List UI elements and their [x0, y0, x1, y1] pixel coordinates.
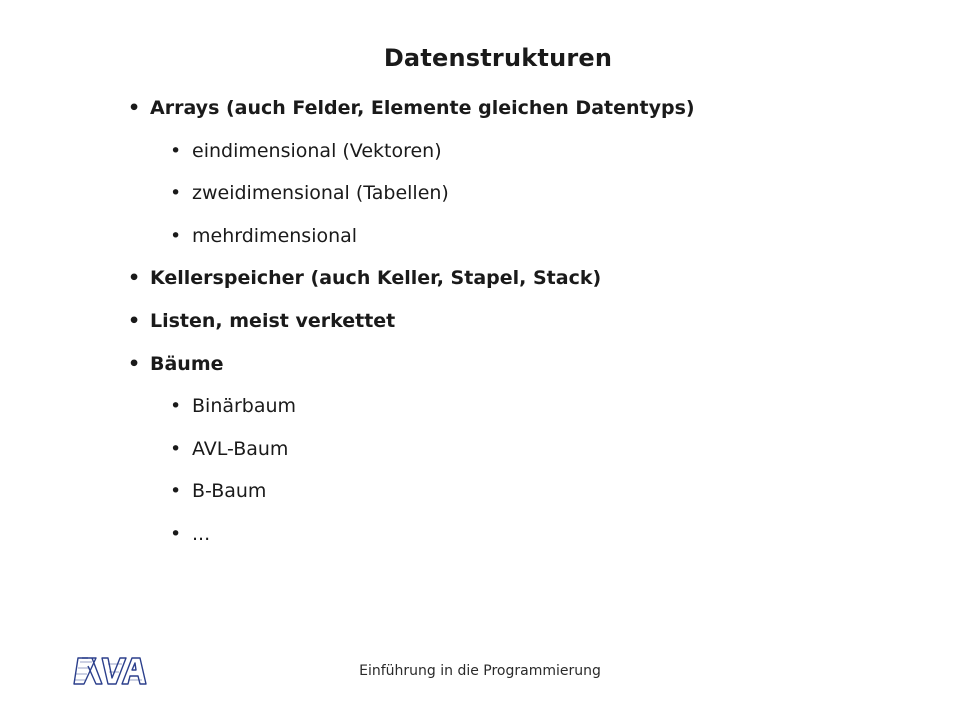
list-item: [128, 300, 695, 343]
bullet-icon: •: [170, 139, 182, 162]
slide-title: Datenstrukturen: [383, 44, 613, 72]
list-item-text: B-Baum: [192, 480, 267, 503]
list-item: [128, 172, 695, 215]
list-item: [128, 385, 695, 428]
bullet-list: [128, 87, 695, 556]
list-item-text: zweidimensional (Tabellen): [192, 182, 449, 205]
list-item-text: ...: [192, 522, 211, 545]
bullet-icon: •: [170, 182, 182, 205]
bullet-icon: •: [128, 309, 141, 332]
bullet-icon: •: [170, 522, 182, 545]
list-item: [128, 428, 695, 471]
list-item: [128, 87, 695, 130]
list-item: [128, 130, 695, 173]
bullet-icon: •: [170, 395, 182, 418]
list-item: [128, 215, 695, 258]
list-item-text: mehrdimensional: [192, 224, 358, 247]
bullet-icon: •: [128, 352, 141, 375]
list-item-text: Listen, meist verkettet: [150, 309, 396, 332]
list-item-text: Bäume: [150, 352, 224, 375]
bullet-icon: •: [170, 480, 182, 503]
list-item-text: Kellerspeicher (auch Keller, Stapel, Stack): [150, 267, 602, 290]
list-item-text: AVL-Baum: [192, 437, 289, 460]
bullet-icon: •: [170, 437, 182, 460]
list-item-text: Arrays (auch Felder, Elemente gleichen Datentyps): [150, 97, 695, 119]
list-item: [128, 257, 695, 300]
list-item: [128, 470, 695, 513]
bullet-icon: •: [170, 224, 182, 247]
list-item-text: Binärbaum: [192, 395, 297, 418]
list-item: [128, 343, 695, 386]
bullet-icon: •: [128, 267, 141, 290]
list-item-text: eindimensional (Vektoren): [192, 139, 442, 162]
footer-course-title: Einführung in die Programmierung: [359, 663, 601, 679]
bullet-icon: •: [128, 97, 141, 119]
list-item: [128, 513, 695, 556]
